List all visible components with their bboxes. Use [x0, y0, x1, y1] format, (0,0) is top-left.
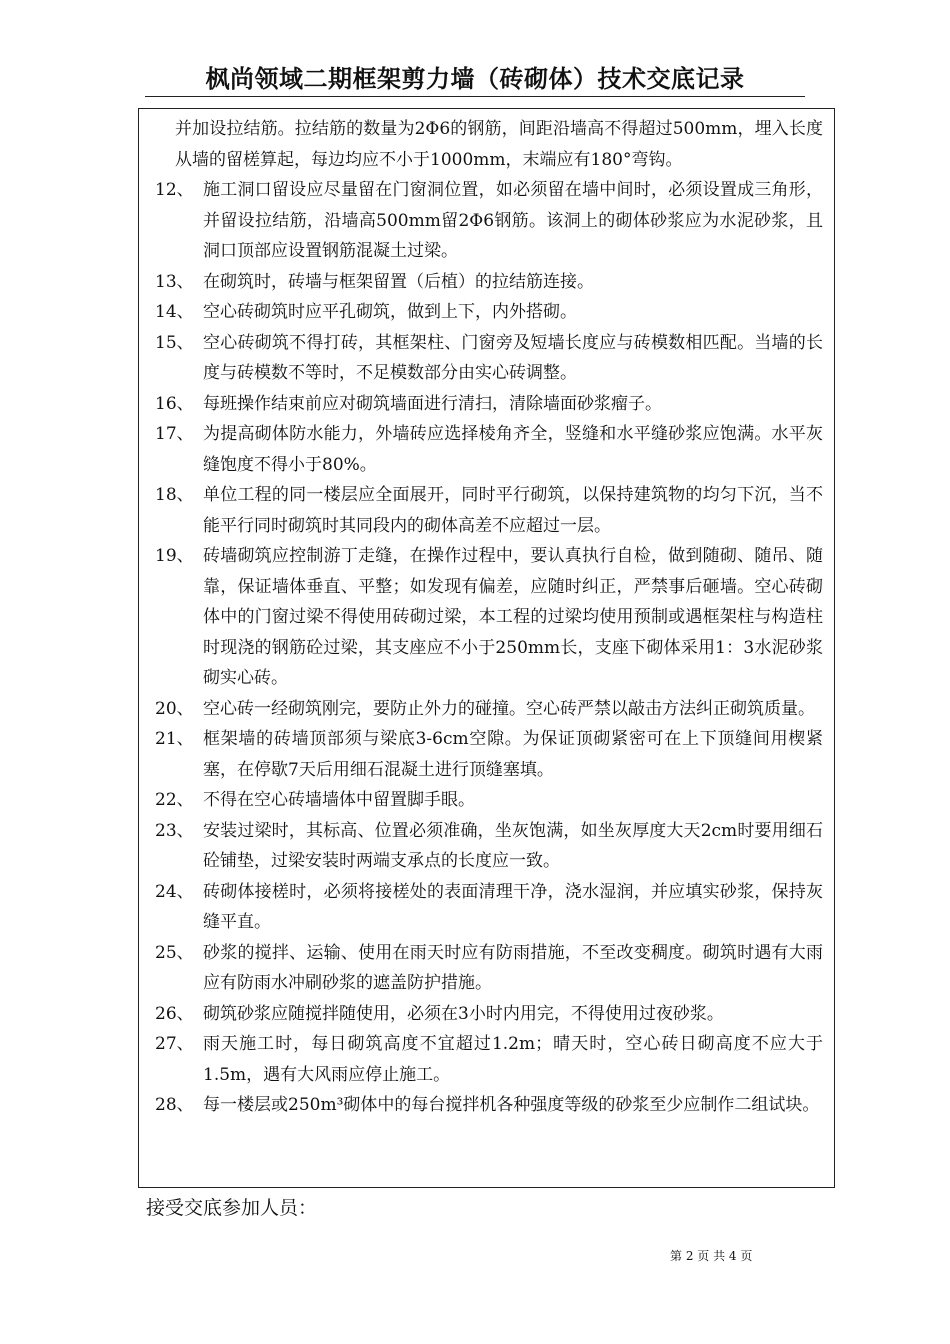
clause-item — [155, 175, 823, 267]
numbered-clauses — [155, 175, 823, 1121]
clause-text: 安装过梁时，其标高、位置必须准确，坐灰饱满，如坐灰厚度大天2cm时要用细石砼铺垫，过梁安装时两端支承点的长度应一致。 — [203, 820, 823, 871]
clause-number: 15、 — [155, 332, 194, 353]
clause-number: 28、 — [155, 1095, 194, 1115]
clause-text: 空心砖砌筑不得打砖，其框架柱、门窗旁及短墙长度应与砖模数相匹配。当墙的长度与砖模数不等时，不足模数部分由实心砖调整。 — [203, 332, 823, 383]
clause-text: 雨天施工时，每日砌筑高度不宜超过1.2m；晴天时，空心砖日砌高度不应大于1.5m，遇有大风雨应停止施工。 — [203, 1034, 823, 1085]
clause-number: 26、 — [155, 1003, 194, 1024]
clause-item — [155, 267, 823, 298]
clause-item — [155, 480, 823, 541]
document-title: 枫尚领域二期框架剪力墙（砖砌体）技术交底记录 — [205, 65, 745, 93]
clause-number: 23、 — [155, 820, 194, 841]
clause-text: 每班操作结束前应对砌筑墙面进行清扫，清除墙面砂浆瘤子。 — [203, 393, 662, 414]
clause-number: 22、 — [155, 790, 194, 810]
clause-text: 不得在空心砖墙墙体中留置脚手眼。 — [203, 790, 475, 810]
clause-text: 砌筑砂浆应随搅拌随使用，必须在3小时内用完，不得使用过夜砂浆。 — [203, 1003, 724, 1024]
clause-number: 17、 — [155, 424, 194, 444]
clause-text: 每一楼层或250m³砌体中的每台搅拌机各种强度等级的砂浆至少应制作二组试块。 — [203, 1095, 820, 1115]
clause-number: 20、 — [155, 698, 194, 719]
clause-text: 空心砖砌筑时应平孔砌筑，做到上下，内外搭砌。 — [203, 302, 577, 322]
clause-number: 19、 — [155, 546, 194, 566]
clause-text: 砖砌体接槎时，必须将接槎处的表面清理干净，浇水湿润，并应填实砂浆，保持灰缝平直。 — [203, 881, 823, 932]
clause-item — [155, 541, 823, 694]
clause-number: 18、 — [155, 485, 194, 505]
clause-number: 14、 — [155, 302, 194, 322]
title-underline — [145, 96, 805, 97]
clause-item — [155, 816, 823, 877]
clause-item — [155, 297, 823, 328]
clause-item — [155, 877, 823, 938]
clause-number: 27、 — [155, 1034, 194, 1054]
clause-item — [155, 328, 823, 389]
clause-item — [155, 419, 823, 480]
clause-text: 砖墙砌筑应控制游丁走缝，在操作过程中，要认真执行自检，做到随砌、随吊、随靠，保证墙体垂直、平整；如发现有偏差，应随时纠正，严禁事后砸墙。空心砖砌体中的门窗过梁不得使用砖砌过梁，本工程的过梁均使用预制或遇框架柱与构造柱时现浇的钢筋砼过梁，其支座应不小于250mm长，支座下砌体采用1：3水泥砂浆砌实心砖。 — [203, 546, 823, 688]
clause-item — [155, 1029, 823, 1090]
clause-item — [155, 389, 823, 420]
clause-number: 12、 — [155, 180, 194, 200]
clause-text: 框架墙的砖墙顶部须与梁底3-6cm空隙。为保证顶砌紧密可在上下顶缝间用楔紧塞，在停歇7天后用细石混凝土进行顶缝塞填。 — [203, 729, 823, 780]
clause-item — [155, 1090, 823, 1121]
clause-number: 13、 — [155, 271, 194, 292]
clause-number: 25、 — [155, 942, 194, 963]
clause-text: 空心砖一经砌筑刚完，要防止外力的碰撞。空心砖严禁以敲击方法纠正砌筑质量。 — [203, 698, 815, 719]
clause-number: 21、 — [155, 729, 194, 749]
clause-number: 24、 — [155, 881, 194, 902]
clause-item — [155, 999, 823, 1030]
clause-text: 施工洞口留设应尽量留在门窗洞位置，如必须留在墙中间时，必须设置成三角形，并留设拉结筋，沿墙高500mm留2Φ6钢筋。该洞上的砌体砂浆应为水泥砂浆，且洞口顶部应设置钢筋混凝土过梁。 — [203, 180, 823, 261]
clause-item — [155, 785, 823, 816]
continued-clause-text: 并加设拉结筋。拉结筋的数量为2Φ6的钢筋，间距沿墙高不得超过500mm，埋入长度从墙的留槎算起，每边均应不小于1000mm，末端应有180°弯钩。 — [175, 119, 823, 170]
participants-label: 接受交底参加人员： — [146, 1197, 318, 1219]
clause-item — [155, 724, 823, 785]
page-number: 第 2 页 共 4 页 — [670, 1249, 753, 1263]
clause-text: 在砌筑时，砖墙与框架留置（后植）的拉结筋连接。 — [203, 271, 594, 292]
clause-text: 单位工程的同一楼层应全面展开，同时平行砌筑，以保持建筑物的均匀下沉，当不能平行同时砌筑时其同段内的砌体高差不应超过一层。 — [203, 485, 823, 536]
clause-text: 为提高砌体防水能力，外墙砖应选择棱角齐全，竖缝和水平缝砂浆应饱满。水平灰缝饱度不得小于80%。 — [203, 424, 823, 475]
clause-number: 16、 — [155, 393, 194, 414]
clause-text: 砂浆的搅拌、运输、使用在雨天时应有防雨措施，不至改变稠度。砌筑时遇有大雨应有防雨水冲刷砂浆的遮盖防护措施。 — [203, 942, 823, 993]
clause-item — [155, 694, 823, 725]
clause-list — [155, 114, 823, 1121]
clause-item — [155, 938, 823, 999]
